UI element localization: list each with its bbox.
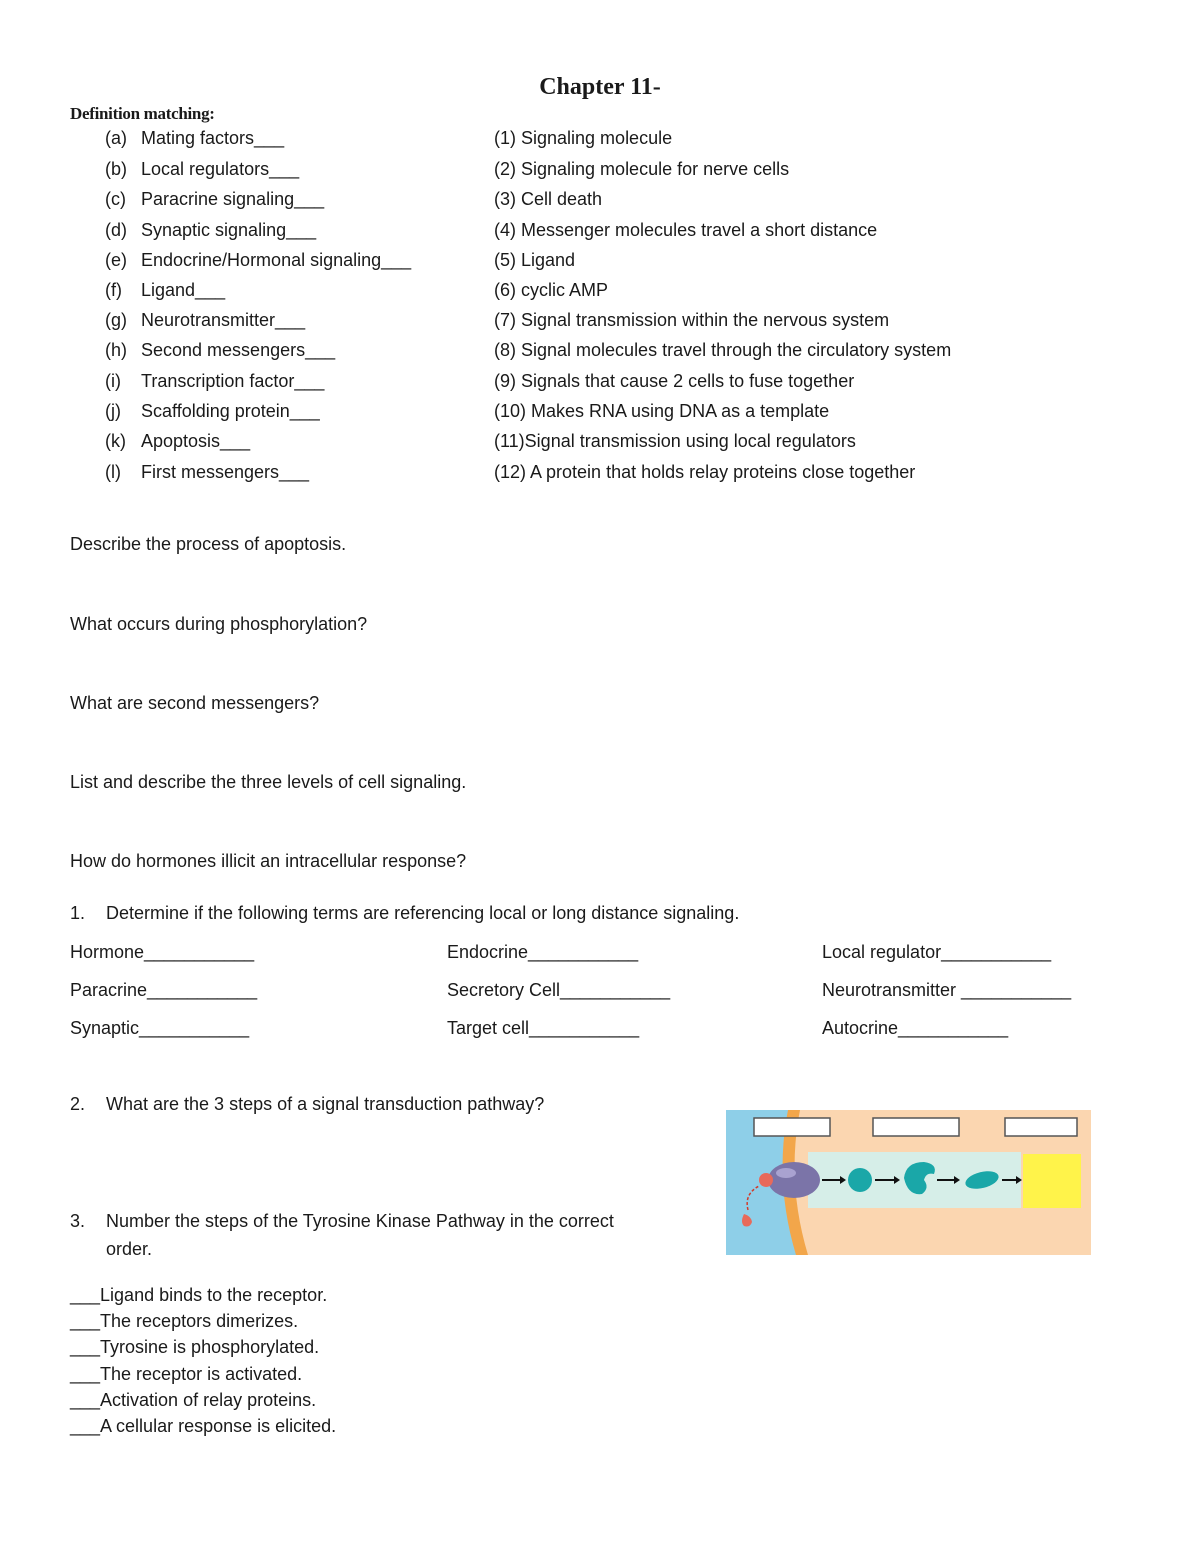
definition-item: (1) Signaling molecule [494,128,673,148]
signaling-term: Synaptic___________ [70,1018,250,1038]
term-text: Scaffolding protein___ [141,401,320,421]
term-text: First messengers___ [141,462,310,482]
term-letter: (g) [105,310,127,330]
question-3-text: Number the steps of the Tyrosine Kinase Pathway in the correct [106,1211,614,1231]
term-text: Paracrine signaling___ [141,189,325,209]
question-phosphorylation: What occurs during phosphorylation? [70,614,368,634]
definition-item: (5) Ligand [494,250,576,270]
term-text: Apoptosis___ [141,431,251,451]
term-letter: (j) [105,401,121,421]
question-apoptosis: Describe the process of apoptosis. [70,534,347,554]
definition-item: (7) Signal transmission within the nervous system [494,310,890,330]
definition-item: (10) Makes RNA using DNA as a template [494,401,830,421]
term-letter: (a) [105,128,127,148]
term-letter: (k) [105,431,126,451]
term-text: Second messengers___ [141,340,336,360]
receptor-icon [768,1162,820,1198]
term-text: Ligand___ [141,280,226,300]
response-box [1023,1154,1081,1208]
question-1-text: Determine if the following terms are referencing local or long distance signaling. [106,903,740,923]
pathway-step: ___Tyrosine is phosphorylated. [70,1337,320,1357]
signaling-term: Hormone___________ [70,942,255,962]
definition-item: (9) Signals that cause 2 cells to fuse together [494,371,855,391]
definition-item: (2) Signaling molecule for nerve cells [494,159,790,179]
signaling-term: Target cell___________ [447,1018,640,1038]
term-text: Mating factors___ [141,128,285,148]
signaling-term: Paracrine___________ [70,980,258,1000]
bound-ligand-icon [759,1173,773,1187]
term-text: Endocrine/Hormonal signaling___ [141,250,412,270]
signaling-term: Secretory Cell___________ [447,980,671,1000]
definition-item: (3) Cell death [494,189,603,209]
label-box-response [1005,1118,1077,1136]
term-text: Synaptic signaling___ [141,220,317,240]
term-letter: (i) [105,371,121,391]
section-heading: Definition matching: [70,104,215,123]
term-letter: (f) [105,280,122,300]
term-letter: (c) [105,189,126,209]
definition-item: (8) Signal molecules travel through the circulatory system [494,340,952,360]
term-text: Local regulators___ [141,159,300,179]
label-box-transduction [873,1118,959,1136]
question-second-messengers: What are second messengers? [70,693,320,713]
page-title: Chapter 11- [539,74,661,100]
question-2-number: 2. [70,1094,86,1114]
pathway-step: ___The receptors dimerizes. [70,1311,299,1331]
signal-transduction-diagram [726,1110,1091,1255]
question-3-number: 3. [70,1211,86,1231]
definition-item: (12) A protein that holds relay proteins close together [494,462,916,482]
signaling-term: Neurotransmitter ___________ [822,980,1072,1000]
pathway-step: ___A cellular response is elicited. [70,1416,337,1436]
definition-item: (11)Signal transmission using local regulators [494,431,856,451]
term-letter: (d) [105,220,127,240]
signaling-term: Autocrine___________ [822,1018,1009,1038]
signaling-term: Endocrine___________ [447,942,639,962]
pathway-step: ___Ligand binds to the receptor. [70,1285,328,1305]
term-text: Neurotransmitter___ [141,310,306,330]
question-signaling-levels: List and describe the three levels of cell signaling. [70,772,467,792]
definition-item: (4) Messenger molecules travel a short distance [494,220,878,240]
pathway-step: ___The receptor is activated. [70,1364,303,1384]
receptor-highlight [776,1168,796,1178]
relay-protein-1-icon [848,1168,872,1192]
term-letter: (e) [105,250,127,270]
definition-item: (6) cyclic AMP [494,280,609,300]
question-hormones: How do hormones illicit an intracellular response? [70,851,467,871]
pathway-step: ___Activation of relay proteins. [70,1390,317,1410]
term-letter: (h) [105,340,127,360]
question-2-text: What are the 3 steps of a signal transduction pathway? [106,1094,545,1114]
question-3-text-continued: order. [106,1239,153,1259]
term-letter: (l) [105,462,121,482]
signaling-term: Local regulator___________ [822,942,1052,962]
term-letter: (b) [105,159,127,179]
question-1-number: 1. [70,903,86,923]
term-text: Transcription factor___ [141,371,325,391]
label-box-reception [754,1118,830,1136]
